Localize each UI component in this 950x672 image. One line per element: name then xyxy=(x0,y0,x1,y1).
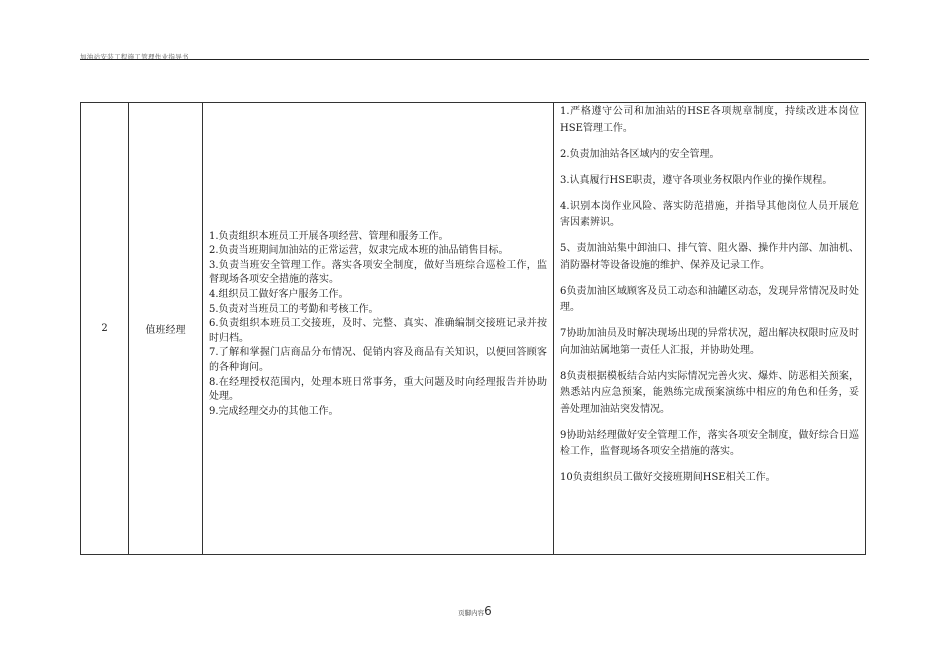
duty-item: 8.在经理授权范围内，处理本班日常事务，重大问题及时向经理报告并协助处理。 xyxy=(209,376,547,403)
duty-item: 6.负责组织本班员工交接班，及时、完整、真实、准确编制交接班记录并按时归档。 xyxy=(209,318,547,344)
duty-table xyxy=(80,102,866,555)
hse-item: 9协助站经理做好安全管理工作，落实各项安全制度，做好综合日巡检工作，监督现场各项安全措施的落实。 xyxy=(560,429,859,457)
hse-item: 6负责加油区域顾客及员工动态和油罐区动态，发现异常情况及时处理。 xyxy=(560,285,859,313)
hse-item: 10负责组织员工做好交接班期间HSE相关工作。 xyxy=(560,472,776,483)
page-header-text: 加油站安装工程施工管理作业指导书 xyxy=(80,53,189,61)
hse-item: 1.严格遵守公司和加油站的HSE各项规章制度，持续改进本岗位HSE管理工作。 xyxy=(560,106,859,134)
header-rule xyxy=(80,59,869,60)
duty-item: 2.负责当班期间加油站的正常运营，奴隶完成本班的油品销售目标。 xyxy=(209,245,509,257)
row-number-cell xyxy=(81,103,129,555)
hse-item: 7协助加油员及时解决现场出现的异常状况，超出解决权限时应及时向加油站属地第一责任人汇报，并协助处理。 xyxy=(560,328,859,356)
duty-item: 5.负责对当班员工的考勤和考核工作。 xyxy=(209,303,379,315)
page-number: 6 xyxy=(484,604,492,618)
duty-item: 3.负责当班安全管理工作。落实各项安全制度，做好当班综合巡检工作，监督现场各项安全措施的落实。 xyxy=(209,259,547,286)
hse-item: 4.识别本岗作业风险、落实防范措施，并指导其他岗位人员开展危害因素辨识。 xyxy=(560,200,859,228)
row-number: 2 xyxy=(101,323,108,334)
duties-cell xyxy=(203,103,554,555)
page-footer xyxy=(0,600,950,619)
duty-item: 7.了解和掌握门店商品分布情况、促销内容及商品有关知识，以便回答顾客的各种询问。 xyxy=(209,347,547,373)
footer-label: 页脚内容 xyxy=(458,609,485,617)
hse-cell xyxy=(554,103,866,555)
hse-item: 3.认真履行HSE职责，遵守各项业务权限内作业的操作规程。 xyxy=(560,174,833,186)
hse-item: 8负责根据模板结合站内实际情况完善火灾、爆炸、防恶相关预案，熟悉站内应急预案，能熟练完成预案演练中相应的角色和任务，妥善处理加油站突发情况。 xyxy=(560,370,859,415)
role-cell xyxy=(129,103,203,555)
hse-item: 5、责加油站集中卸油口、排气管、阻火器、操作井内部、加油机、消防器材等设备设施的维护、保养及记录工作。 xyxy=(560,243,859,271)
duty-item: 9.完成经理交办的其他工作。 xyxy=(209,405,339,417)
role-name: 值班经理 xyxy=(145,325,186,336)
hse-item: 2.负责加油站各区域内的安全管理。 xyxy=(560,148,720,160)
duty-item: 1.负责组织本班员工开展各项经营、管理和服务工作。 xyxy=(209,230,449,242)
table-row xyxy=(81,103,866,555)
duty-item: 4.组织员工做好客户服务工作。 xyxy=(209,289,349,301)
